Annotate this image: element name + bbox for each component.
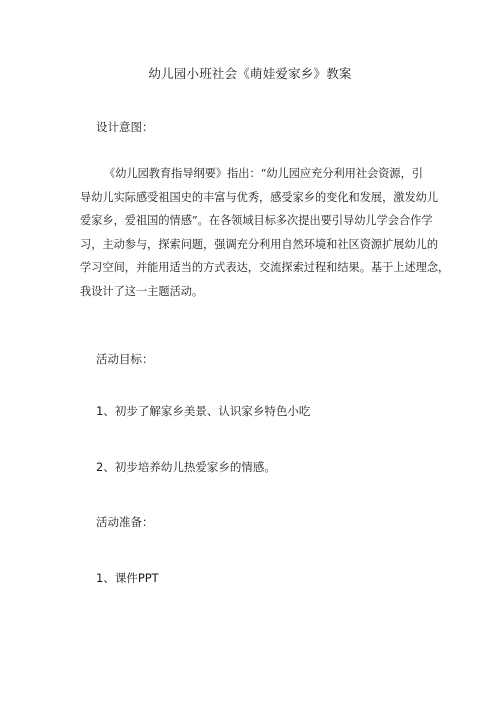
document-title: 幼儿园小班社会《萌娃爱家乡》教案 [148, 66, 352, 81]
paragraph-line: 《幼儿园教育指导纲要》指出：“幼儿园应充分利用社会资源，引 [104, 167, 423, 180]
design-intent-heading: 设计意图： [96, 120, 154, 134]
design-intent-paragraph [80, 162, 450, 304]
paragraph-line: 我设计了这一主题活动。 [80, 284, 204, 298]
paragraph-line: 爱家乡，爱祖国的情感”。在各领域目标多次提出要引导幼儿学会合作学 [80, 214, 433, 228]
activity-goals-heading: 活动目标： [96, 352, 154, 366]
prep-item-1: 1、课件PPT [96, 571, 159, 585]
paragraph-line: 导幼儿实际感受祖国史的丰富与优秀，感受家乡的变化和发展，激发幼儿 [80, 190, 439, 204]
goal-item-1: 1、初步了解家乡美景、认识家乡特色小吃 [96, 404, 311, 418]
paragraph-line: 学习空间，并能用适当的方式表达，交流探索过程和结果。基于上述理念， [80, 261, 450, 275]
activity-prep-heading: 活动准备： [96, 515, 154, 529]
paragraph-line: 习，主动参与，探索问题，强调充分利用自然环境和社区资源扩展幼儿的 [80, 237, 439, 251]
goal-item-2: 2、初步培养幼儿热爱家乡的情感。 [96, 460, 276, 474]
